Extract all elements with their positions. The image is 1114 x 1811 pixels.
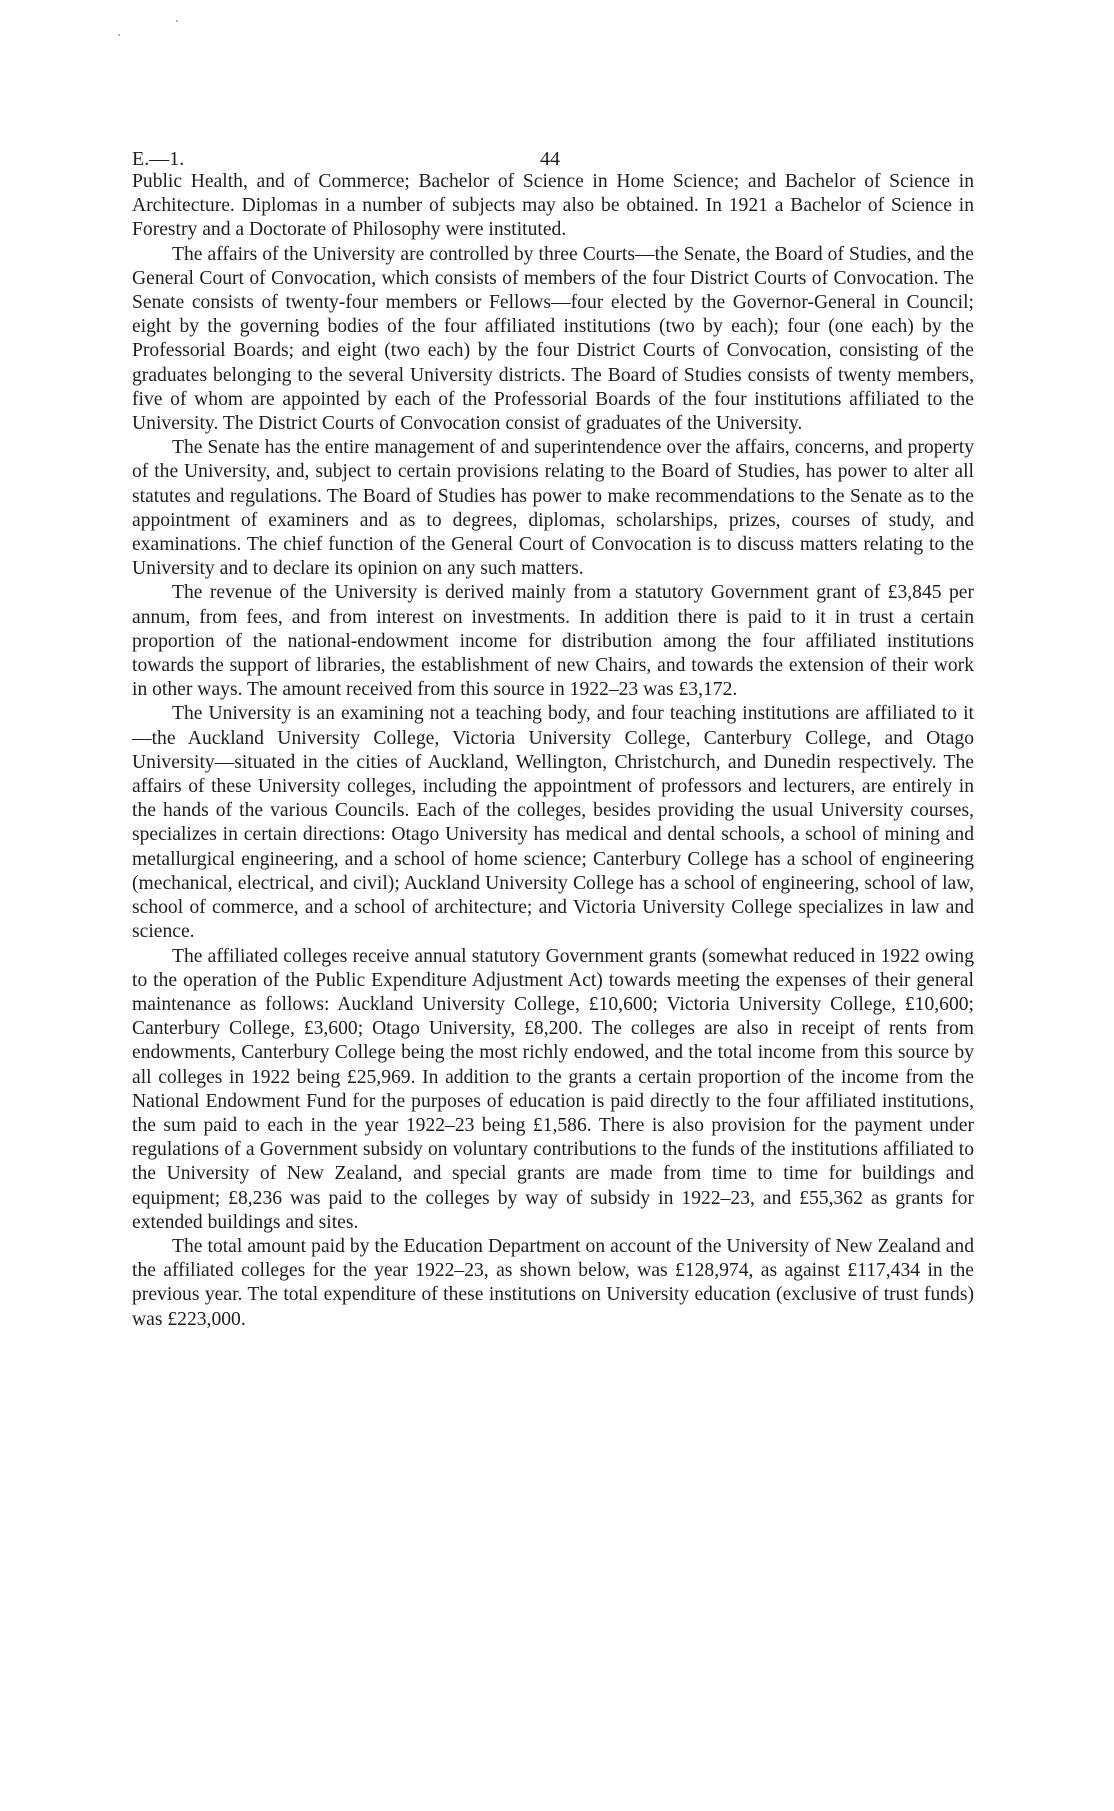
paragraph-continued: Public Health, and of Commerce; Bachelor of Science in Home Science; and Bachelor of Science in Architecture. Diplomas in a number of subjects may also be obtained. In 1921 a Bachelor of Science in Forestry and a Doctorate of Philosophy were instituted. [132,171,974,241]
paragraph-revenue: The revenue of the University is derived mainly from a statutory Government grant of £3,845 per annum, from fees, and from interest on investments. In addition there is paid to it in trust a certain proportion of the national-endowment income for distribution among the four affiliated institutions towards the support of libraries, the establishment of new Chairs, and towards the extension of their work in other ways. The amount received from this source in 1922–23 was £3,172. [132,582,974,701]
paragraph-senate-powers: The Senate has the entire management of and superintendence over the affairs, concerns, and property of the University, and, subject to certain provisions relating to the Board of Studies, has power to alter all statutes and regulations. The Board of Studies has power to make recommendations to the Senate as to the appointment of examiners and as to degrees, diplomas, scholarships, prizes, courses of study, and examinations. The chief function of the General Court of Convocation is to discuss matters relating to the University and to declare its opinion on any such matters. [132,437,974,580]
paragraph-affiliated-institutions: The University is an examining not a teaching body, and four teaching institutions are affiliated to it—the Auckland University College, Victoria University College, Canterbury College, and Otago University—situated in the cities of Auckland, Wellington, Christchurch, and Dunedin respectively. The affairs of these University colleges, including the appointment of professors and lecturers, are entirely in the hands of the various Councils. Each of the colleges, besides providing the usual University courses, specializes in certain directions: Otago University has medical and dental schools, a school of mining and metallurgical engineering, and a school of home science; Canterbury College has a school of engineering (mechanical, electrical, and civil); Auckland University College has a school of engineering, school of law, school of commerce, and a school of architecture; and Victoria University College specializes in law and science. [132,703,974,943]
scan-speck [118,34,120,36]
scan-speck [176,20,178,22]
document-reference: E.—1. [132,148,185,170]
paragraph-government-grants: The affiliated colleges receive annual statutory Government grants (somewhat reduced in 1922 owing to the operation of the Public Expenditure Adjustment Act) towards meeting the expenses of their general maintenance as follows: Auckland University College, £10,600; Victoria University College, £10,600; Canterbury College, £3,600; Otago University, £8,200. The colleges are also in receipt of rents from endowments, Canterbury College being the most richly endowed, and the total income from this source by all colleges in 1922 being £25,969. In addition to the grants a certain proportion of the income from the National Endowment Fund for the purposes of education is paid directly to the four affiliated institutions, the sum paid to each in the year 1922–23 being £1,586. There is also provision for the payment under regulations of a Government subsidy on voluntary contributions to the funds of the institutions affiliated to the University of New Zealand, and special grants are made from time to time for buildings and equipment; £8,236 was paid to the colleges by way of subsidy in 1922–23, and £55,362 as grants for extended buildings and sites. [132,945,974,1233]
paragraph-university-courts: The affairs of the University are controlled by three Courts—the Senate, the Board of Studies, and the General Court of Convocation, which consists of members of the four District Courts of Convocation. The Senate consists of twenty-four members or Fellows—four elected by the Governor-General in Council; eight by the governing bodies of the four affiliated institutions (two by each); four (one each) by the Professorial Boards; and eight (two each) by the four District Courts of Convocation, consisting of the graduates belonging to the several University districts. The Board of Studies consists of twenty members, five of whom are appointed by each of the Professorial Boards of the four institutions affiliated to the University. The District Courts of Convocation consist of graduates of the University. [132,243,974,435]
paragraph-total-amount: The total amount paid by the Education Department on account of the University of New Zealand and the affiliated colleges for the year 1922–23, as shown below, was £128,974, as against £117,434 in the previous year. The total expenditure of these institutions on University education (exclusive of trust funds) was £223,000. [132,1235,974,1330]
body-text [132,170,974,1332]
page-header [132,148,972,172]
page-number: 44 [540,148,560,170]
